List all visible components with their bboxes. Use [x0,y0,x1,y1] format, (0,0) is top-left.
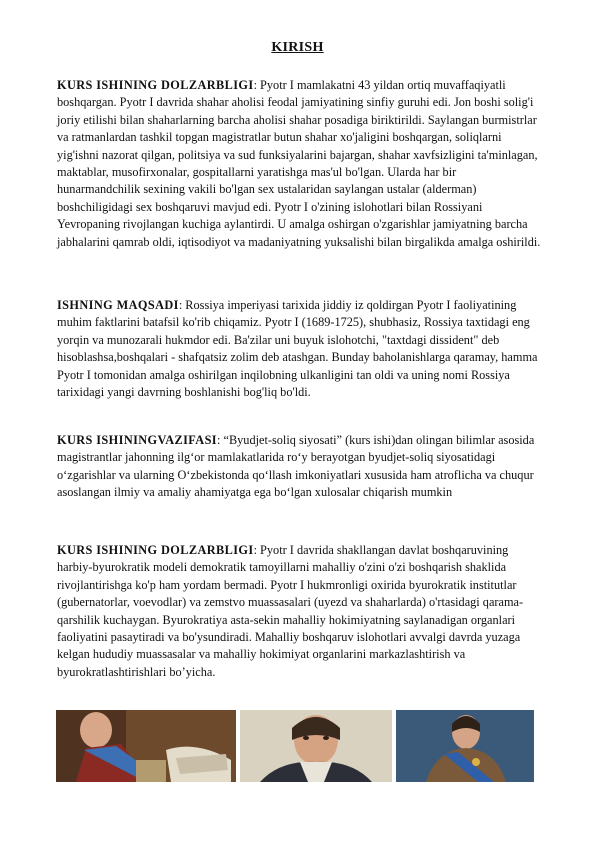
section-relevance [57,77,541,251]
portrait-strip [0,710,595,782]
section-heading: KURS ISHINING DOLZARBLIGI [57,78,254,92]
section-relevance-2 [57,542,541,681]
portrait-image-2 [240,710,392,782]
section-goal [57,297,541,401]
section-text: : Rossiya imperiyasi tarixida jiddiy iz qoldirgan Pyotr I faoliyatining muhim faktlarini batafsil ko'rib chiqamiz. Pyotr I (1689-1725), shubhasiz, Rossiya taxtidagi eng yorqin va munozarali hukmdor edi. Ba'zilar uni buyuk islohotchi, "taxtdagi dissident" deb hisoblashsa,boshqalari - shafqatsiz zolim deb atashgan. Bunday baholanishlarga qaramay, hamma Pyotr I tomonidan amalga oshirilgan inqilobning ulkanligini tan oldi va uning nomi Rossiya tarixidagi yangi davrning boshlanishi bog'liq bo'ldi. [57,298,538,400]
section-tasks [57,432,541,502]
section-text: : Pyotr I davrida shakllangan davlat boshqaruvining harbiy-byurokratik modeli demokratik tamoyillarni mahalliy o'zini o'zi boshqarish shaklida rivojlantirishga ko'p ham yordam bermadi. Pyotr I hukmronligi oxirida byurokratik institutlar (gubernatorlar, voevodlar) va zemstvo muassasalari (uyezd va shaharlarda) o'rtasidagi qarama-qarshilik kuchaygan. Byurokratiya asta-sekin mahalliy hokimiyatning saylanadigan organlari faoliyatini pasaytiradi va bo'ysundiradi. Mahalliy boshqaruv islohotlari avvalgi davrda yuzaga kelgan hududiy muassasalar va mahalliy hokimiyat organlarini markazlashtirish va byurokratlashtirishlari bo’yicha. [57,543,524,679]
page-title: KIRISH [271,40,324,55]
section-text: : “Byudjet-soliq siyosati” (kurs ishi)dan olingan bilimlar asosida magistrantlar jahonning ilg‘or mamlakatlarida ro‘y berayotgan byudjet-soliq siyosatidagi o‘zgarishlar va ularning O‘zbekistonda qo‘llash imkoniyatlari xususida ham atroflicha va chuqur asoslangan ilmiy va amaliy ahamiyatga ega bo‘lgan xulosalar chiqarish mumkin [57,433,535,500]
portrait-image-1 [56,710,236,782]
section-heading: ISHNING MAQSADI [57,298,179,312]
section-heading: KURS ISHINING DOLZARBLIGI [57,543,254,557]
portrait-image-3 [396,710,534,782]
section-text: : Pyotr I mamlakatni 43 yildan ortiq muvaffaqiyatli boshqargan. Pyotr I davrida shahar aholisi feodal jamiyatining sinfiy guruhi edi. Jon boshi solig'i joriy etilishi bilan shaharlarning barcha aholisi shahar posadiga biriktirildi. Saylangan burmistrlar va ratmanlardan tashkil topgan magistratlar butun shahar xo'jaligini boshqargan, soliqlarni yig'ishni nazorat qilgan, politsiya va sud funksiyalarini bajargan, shahar xavfsizligini ta'minlagan, maktablar, musofirxonalar, gospitallarni yaratishga mas'ul bo'lgan. Ularda har bir hunarmandchilik sexining vakili bo'lgan sex ustalaridan saylangan ustalar (alderman) boshchiligidagi sex boshqaruvi mavjud edi. Pyotr I o'zining islohotlari bilan Rossiyani Yevropaning rivojlangan kuchiga aylantirdi. U amalga oshirgan o'zgarishlar jamiyatning barcha jabhalarini qamrab oldi, iqtisodiyot va madaniyatning yuksalishi bilan birgalikda amalga oshirildi. [57,78,541,249]
section-heading: KURS ISHININGVAZIFASI [57,433,217,447]
